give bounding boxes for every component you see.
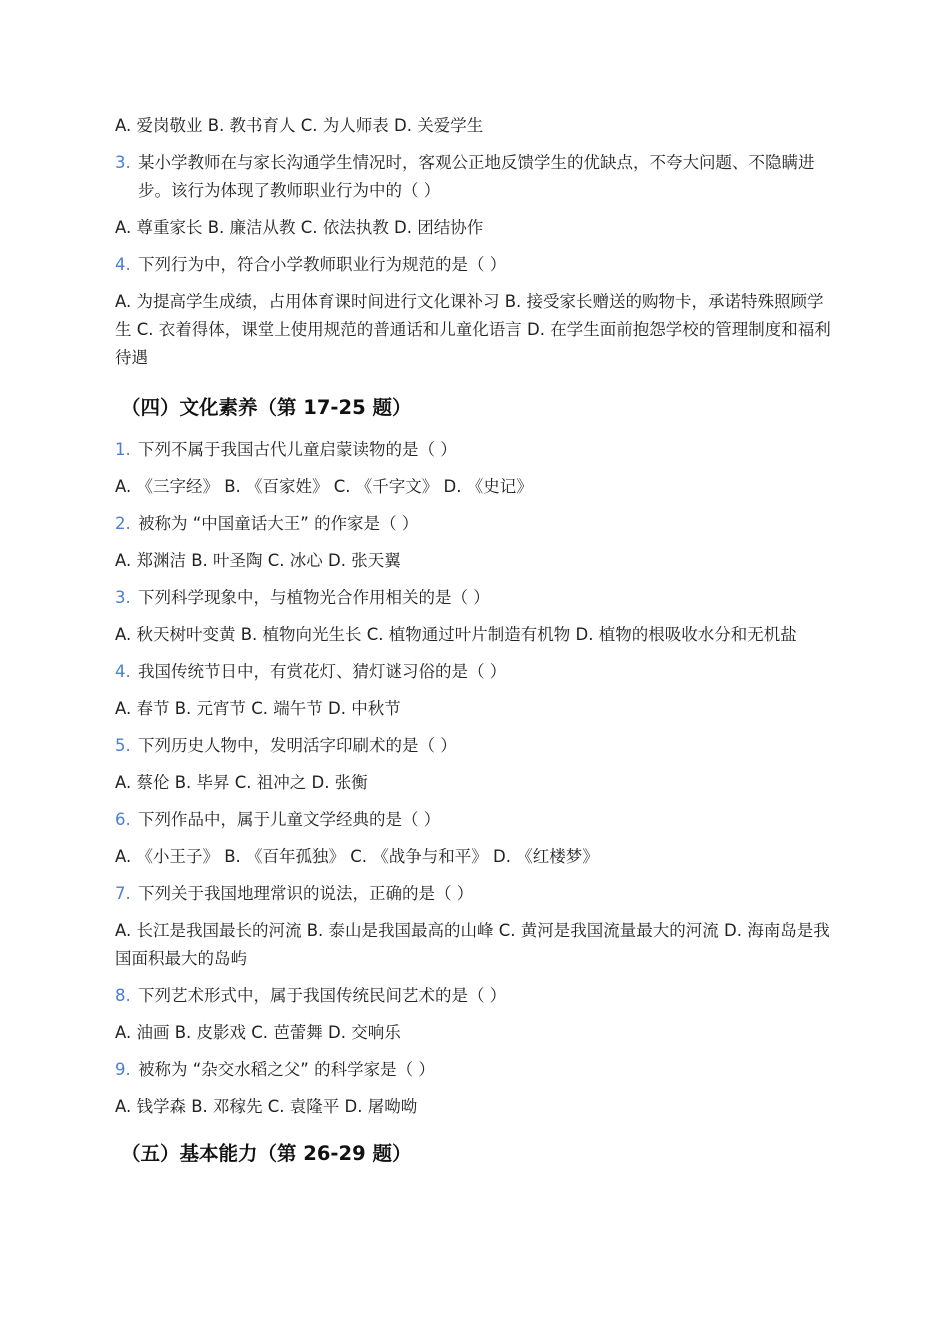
culture-question-4-options: A. 春节 B. 元宵节 C. 端午节 D. 中秋节 xyxy=(115,699,401,718)
question-text: 下列不属于我国古代儿童启蒙读物的是（ ） xyxy=(138,440,457,459)
question-text: 下列关于我国地理常识的说法，正确的是（ ） xyxy=(138,884,474,903)
question-number: 5. xyxy=(115,736,131,755)
question-3-options: A. 尊重家长 B. 廉洁从教 C. 依法执教 D. 团结协作 xyxy=(115,218,484,237)
section-heading-culture: （四）文化素养（第 17-25 题） xyxy=(121,396,412,419)
culture-question-7 xyxy=(115,880,832,908)
culture-question-8-options: A. 油画 B. 皮影戏 C. 芭蕾舞 D. 交响乐 xyxy=(115,1023,401,1042)
section-heading-basic-ability: （五）基本能力（第 26-29 题） xyxy=(121,1142,412,1165)
culture-question-5 xyxy=(115,732,832,760)
question-text: 下列历史人物中，发明活字印刷术的是（ ） xyxy=(138,736,457,755)
culture-question-3-options: A. 秋天树叶变黄 B. 植物向光生长 C. 植物通过叶片制造有机物 D. 植物的根吸收水分和无机盐 xyxy=(115,625,797,644)
question-4-options: A. 为提高学生成绩，占用体育课时间进行文化课补习 B. 接受家长赠送的购物卡，承诺特殊照顾学生 C. 衣着得体，课堂上使用规范的普通话和儿童化语言 D. 在学生面前抱怨学校的管理制度和福利待遇 xyxy=(115,292,831,367)
question-4 xyxy=(115,251,832,279)
culture-question-6-options: A. 《小王子》 B. 《百年孤独》 C. 《战争与和平》 D. 《红楼梦》 xyxy=(115,847,599,866)
question-3 xyxy=(115,149,832,205)
culture-question-1-options: A. 《三字经》 B. 《百家姓》 C. 《千字文》 D. 《史记》 xyxy=(115,477,533,496)
culture-question-7-options: A. 长江是我国最长的河流 B. 泰山是我国最高的山峰 C. 黄河是我国流量最大的河流 D. 海南岛是我国面积最大的岛屿 xyxy=(115,921,830,968)
question-text: 某小学教师在与家长沟通学生情况时，客观公正地反馈学生的优缺点，不夸大问题、不隐瞒进步。该行为体现了教师职业行为中的（ ） xyxy=(138,153,815,200)
culture-question-2-options: A. 郑渊洁 B. 叶圣陶 C. 冰心 D. 张天翼 xyxy=(115,551,401,570)
culture-question-1 xyxy=(115,436,832,464)
culture-question-8 xyxy=(115,982,832,1010)
culture-question-2 xyxy=(115,510,832,538)
question-number: 3. xyxy=(115,153,131,172)
question-number: 4. xyxy=(115,255,131,274)
options-previous-question: A. 爱岗敬业 B. 教书育人 C. 为人师表 D. 关爱学生 xyxy=(115,116,484,135)
culture-question-9 xyxy=(115,1056,832,1084)
culture-question-6 xyxy=(115,806,832,834)
question-text: 下列作品中，属于儿童文学经典的是（ ） xyxy=(138,810,441,829)
question-number: 1. xyxy=(115,440,131,459)
culture-question-5-options: A. 蔡伦 B. 毕昇 C. 祖冲之 D. 张衡 xyxy=(115,773,368,792)
question-number: 9. xyxy=(115,1060,131,1079)
question-number: 2. xyxy=(115,514,131,533)
question-text: 被称为 “中国童话大王” 的作家是（ ） xyxy=(138,514,419,533)
question-number: 6. xyxy=(115,810,131,829)
question-number: 8. xyxy=(115,986,131,1005)
question-number: 4. xyxy=(115,662,131,681)
question-number: 7. xyxy=(115,884,131,903)
culture-question-9-options: A. 钱学森 B. 邓稼先 C. 袁隆平 D. 屠呦呦 xyxy=(115,1097,418,1116)
question-number: 3. xyxy=(115,588,131,607)
question-text: 下列艺术形式中，属于我国传统民间艺术的是（ ） xyxy=(138,986,507,1005)
question-text: 我国传统节日中，有赏花灯、猜灯谜习俗的是（ ） xyxy=(138,662,507,681)
question-text: 被称为 “杂交水稻之父” 的科学家是（ ） xyxy=(138,1060,435,1079)
culture-question-4 xyxy=(115,658,832,686)
culture-question-3 xyxy=(115,584,832,612)
question-text: 下列科学现象中，与植物光合作用相关的是（ ） xyxy=(138,588,490,607)
question-text: 下列行为中，符合小学教师职业行为规范的是（ ） xyxy=(138,255,507,274)
